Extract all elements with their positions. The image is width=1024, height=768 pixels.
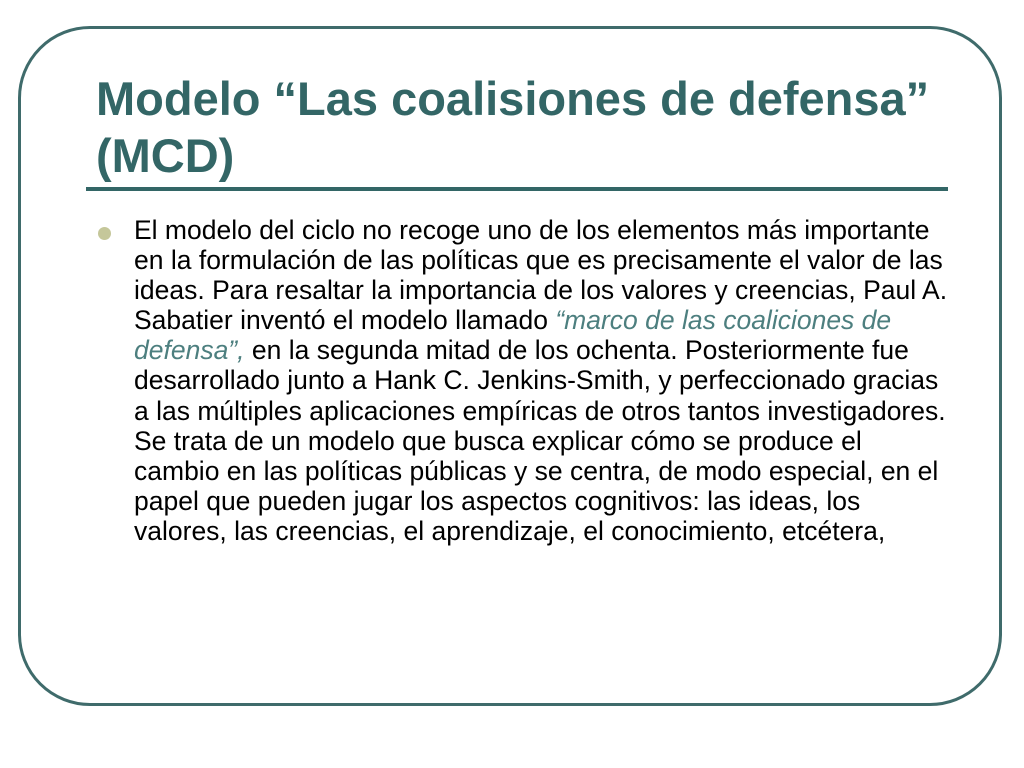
bullet-text-after: en la segunda mitad de los ochenta. Posteriormente fue desarrollado junto a Hank C. Jenkins-Smith, y perfeccionado gracias a las múltiples aplicaciones empíricas de otros tantos investigadores. Se trata de un modelo que busca explicar cómo se produce el cambio en las políticas públicas y se centra, de modo especial, en el papel que pueden jugar los aspectos cognitivos: las ideas, los valores, las creencias, el aprendizaje, el conocimiento, etcétera, [134,335,946,546]
title-divider [86,187,948,191]
bullet-text-emphasis: “marco de las coaliciones de defensa”, [134,305,892,366]
bullet-text-before: El modelo del ciclo no recoge uno de los elementos más importante en la formulación de las políticas que es precisamente el valor de las ideas. Para resaltar la importancia de los valores y creencias, Paul A. Sabatier inventó el modelo llamado [134,215,948,336]
bullet-paragraph [134,215,954,546]
slide-title: Modelo “Las coalisiones de defensa” (MCD) [96,72,930,182]
bullet-dot-icon [98,227,111,240]
